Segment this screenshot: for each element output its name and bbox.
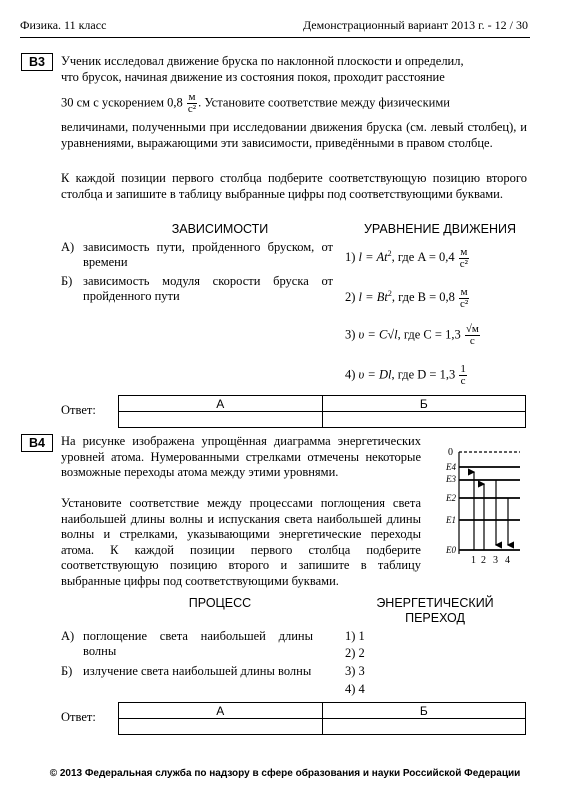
b4-item-a-text: поглощение света наибольшей длины волны bbox=[83, 629, 313, 658]
acceleration-unit bbox=[187, 92, 197, 115]
b4-answer-head-a: А bbox=[119, 703, 323, 719]
b3-intro-line3-end: . Установите соответствие между физическими bbox=[198, 95, 450, 110]
acceleration-unit-num: м bbox=[188, 91, 196, 103]
b4-right-column-head-2: ПЕРЕХОД bbox=[405, 611, 465, 625]
b3-item-a-text: зависимость пути, пройденного бруском, от времени bbox=[83, 240, 333, 269]
header-variant: Демонстрационный вариант 2013 г. - 12 / 30 bbox=[302, 18, 528, 32]
b4-answer-head-b: Б bbox=[322, 703, 526, 719]
equation-4-unit bbox=[459, 364, 467, 387]
b3-answer-label: Ответ: bbox=[61, 403, 96, 417]
b4-item-b-text: излучение света наибольшей длины волны bbox=[83, 664, 312, 678]
level-e3-label: E3 bbox=[446, 474, 456, 484]
equation-4-mid: , где D = 1,3 bbox=[391, 367, 456, 382]
equation-3-lhs: υ = C√l bbox=[358, 327, 398, 342]
header-divider bbox=[20, 37, 530, 38]
level-e4-label: E4 bbox=[446, 462, 456, 472]
equation-1-unit bbox=[459, 247, 469, 270]
b4-instruction: Установите соответствие между процессами поглощения света наибольшей длины волны и испускания света наибольшей длины волны и стрелками, указывающими энергетические переходы атома. К каждой позиции первого столбца подберите соответствующую позицию второго и запишите в таблицу выбранные цифры под соответствующими буквами. bbox=[61, 496, 421, 588]
equation-3-unit bbox=[465, 324, 480, 347]
b3-answer-head-a: А bbox=[119, 396, 323, 412]
b4-option-2: 2) 2 bbox=[345, 646, 365, 660]
b3-intro-rest: величинами, полученными при исследовании движения бруска (см. левый столбец), и уравнениями, выражающими эти зависимости, приведёнными в правом столбце. bbox=[61, 120, 527, 150]
equation-1-unit-num: м bbox=[460, 245, 468, 258]
level-e1-label: E1 bbox=[446, 515, 456, 525]
b3-answer-cell-b[interactable] bbox=[322, 412, 526, 428]
task-label-b4: В4 bbox=[21, 434, 53, 452]
b4-option-4: 4) 4 bbox=[345, 682, 365, 696]
b4-option-1: 1) 1 bbox=[345, 629, 365, 643]
equation-4-num: 4) bbox=[345, 367, 356, 382]
equation-3-mid: , где C = 1,3 bbox=[397, 327, 461, 342]
equation-1-power: 2 bbox=[387, 249, 392, 258]
equation-2-unit bbox=[459, 287, 469, 310]
b3-intro-line3-start: 30 см с ускорением 0,8 bbox=[61, 95, 183, 110]
equation-3-unit-den: с bbox=[469, 335, 475, 347]
b3-right-column-head: УРАВНЕНИЕ ДВИЖЕНИЯ bbox=[363, 222, 516, 236]
b3-intro-line1: Ученик исследовал движение бруска по наклонной плоскости и определил, bbox=[61, 54, 464, 68]
equation-1 bbox=[345, 246, 470, 270]
b4-intro: На рисунке изображена упрощённая диаграмма энергетических уровней атома. Нумерованными стрелками отмечены некоторые возможные переходы атома между этими уровнями. bbox=[61, 434, 421, 479]
b4-item-b-letter: Б) bbox=[61, 664, 73, 678]
equation-4 bbox=[345, 364, 468, 387]
b3-item-b-text: зависимость модуля скорости бруска от пройденного пути bbox=[83, 274, 333, 303]
equation-1-lhs: l = At bbox=[358, 250, 388, 265]
equation-1-unit-den: с² bbox=[459, 257, 468, 270]
b3-left-column-head: ЗАВИСИМОСТИ bbox=[171, 222, 269, 236]
arrow-1-label: 1 bbox=[471, 555, 476, 566]
b4-answer-label: Ответ: bbox=[61, 710, 96, 724]
equation-2-mid: , где B = 0,8 bbox=[391, 290, 455, 305]
energy-level-diagram bbox=[440, 440, 530, 568]
arrow-2-label: 2 bbox=[481, 555, 486, 566]
level-zero-label: 0 bbox=[448, 447, 453, 458]
equation-2-lhs: l = Bt bbox=[358, 290, 388, 305]
arrow-4-label: 4 bbox=[505, 555, 510, 566]
task-label-b3: В3 bbox=[21, 53, 53, 71]
footer-copyright: © 2013 Федеральная служба по надзору в сфере образования и науки Российской Федерации bbox=[49, 768, 521, 779]
equation-3 bbox=[345, 324, 481, 347]
equation-2-unit-num: м bbox=[460, 285, 468, 298]
equation-4-unit-num: 1 bbox=[460, 363, 466, 375]
header-subject: Физика. 11 класс bbox=[20, 18, 107, 32]
equation-2-unit-den: с² bbox=[460, 297, 469, 310]
acceleration-unit-den: с² bbox=[187, 103, 197, 115]
equation-2-num: 2) bbox=[345, 290, 356, 305]
arrow-3-label: 3 bbox=[493, 555, 498, 566]
b3-answer-head-b: Б bbox=[322, 396, 526, 412]
b3-intro-line2: что брусок, начиная движение из состояния покоя, проходит расстояние bbox=[61, 70, 445, 84]
equation-1-mid: , где A = 0,4 bbox=[391, 250, 455, 265]
b4-answer-cell-b[interactable] bbox=[322, 719, 526, 735]
equation-1-num: 1) bbox=[345, 250, 356, 265]
level-e2-label: E2 bbox=[446, 493, 456, 503]
equation-4-unit-den: с bbox=[460, 375, 466, 387]
b3-answer-cell-a[interactable] bbox=[119, 412, 323, 428]
b3-item-b-letter: Б) bbox=[61, 274, 73, 288]
b3-instruction: К каждой позиции первого столбца подберите соответствующую позицию второго столбца и запишите в таблицу выбранные цифры под соответствующими буквами. bbox=[61, 171, 527, 201]
b4-option-3: 3) 3 bbox=[345, 664, 365, 678]
equation-3-num: 3) bbox=[345, 327, 356, 342]
b3-answer-table bbox=[118, 395, 526, 428]
equation-2 bbox=[345, 286, 470, 310]
b4-left-column-head: ПРОЦЕСС bbox=[188, 596, 252, 610]
b4-right-column-head-1: ЭНЕРГЕТИЧЕСКИЙ bbox=[376, 596, 494, 610]
b4-item-a-letter: А) bbox=[61, 629, 75, 643]
equation-3-unit-num: √м bbox=[465, 323, 479, 335]
b3-item-a-letter: А) bbox=[61, 240, 75, 254]
b4-answer-cell-a[interactable] bbox=[119, 719, 323, 735]
b3-intro-line3 bbox=[61, 92, 527, 115]
equation-2-power: 2 bbox=[387, 289, 392, 298]
level-e0-label: E0 bbox=[446, 545, 456, 555]
b4-answer-table bbox=[118, 702, 526, 735]
equation-4-lhs: υ = Dl bbox=[358, 367, 392, 382]
